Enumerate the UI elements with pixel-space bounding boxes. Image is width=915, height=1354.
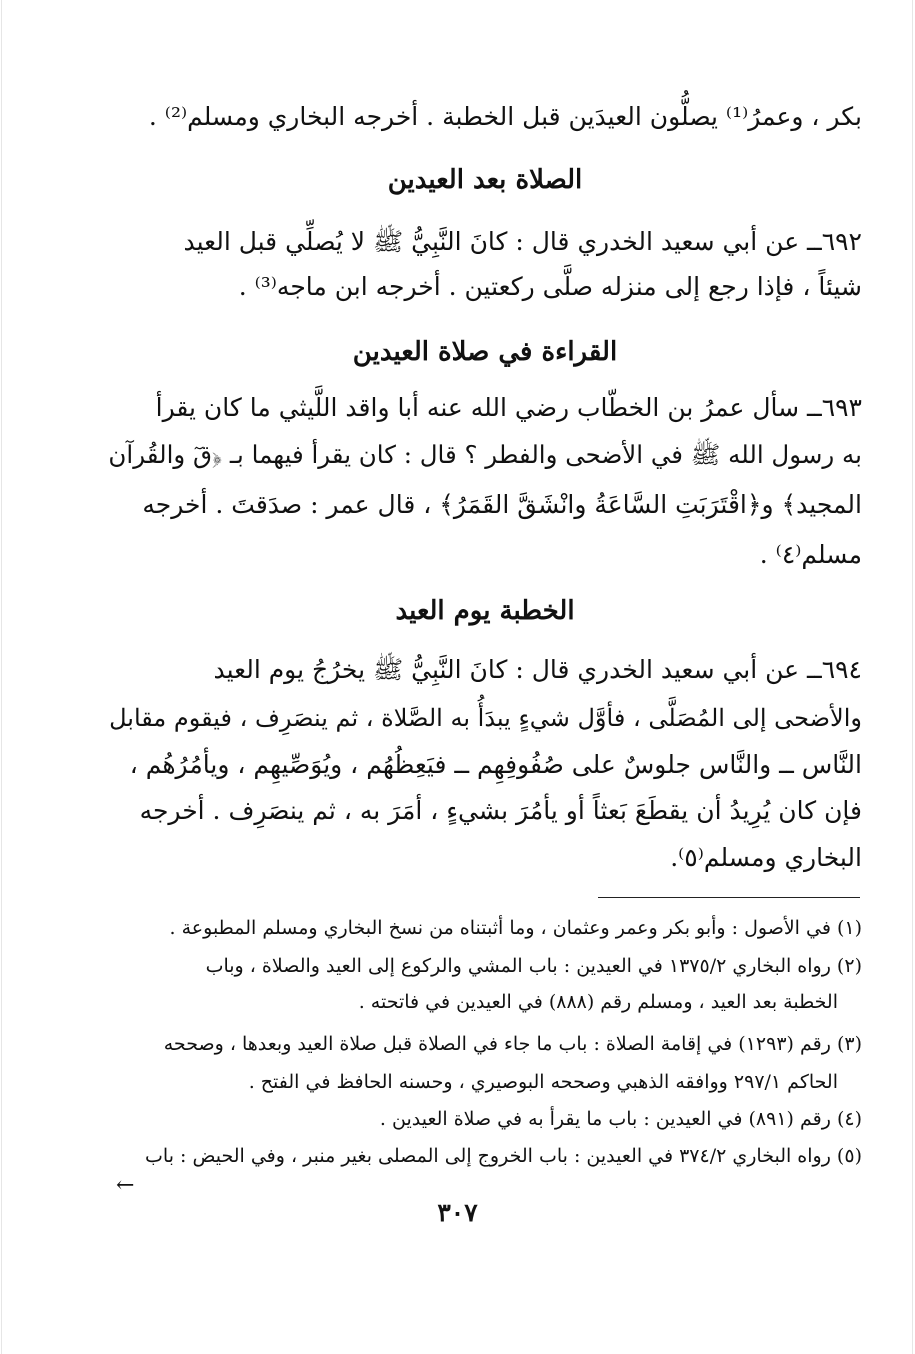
body-line: فإن كان يُرِيدُ أن يقطَعَ بَعثاً أو يأمُرَ بشيءٍ ، أمَرَ به ، ثم ينصَرِف . أخرجه bbox=[139, 796, 862, 825]
footnote-2: (٢) رواه البخاري ١٣٧٥/٢ في العيدين : باب المشي والركوع إلى العيد والصلاة ، وباب bbox=[205, 955, 862, 977]
body-line: والأضحى إلى المُصَلَّى ، فأوَّل شيءٍ يبدَأُ به الصَّلاة ، ثم ينصَرِف ، فيقوم مقابل bbox=[109, 704, 862, 732]
body-line: به رسول الله ﷺ في الأضحى والفطر ؟ قال : كان يقرأ فيهما بـ ﴿قٓ والقُرآن bbox=[108, 440, 862, 469]
page-edge-right bbox=[912, 0, 913, 1354]
hadith-693-line: ٦٩٣ــ سأل عمرُ بن الخطّاب رضي الله عنه أبا واقد اللَّيثي ما كان يقرأ bbox=[155, 393, 862, 422]
body-line: المجيد﴾ و﴿اقْتَرَبَتِ السَّاعَةُ وانْشَقَّ القَمَرُ﴾ ، قال عمر : صدَقتَ . أخرجه bbox=[142, 490, 862, 519]
footnote-2-continued: الخطبة بعد العيد ، ومسلم رقم (٨٨٨) في العيدين في فاتحته . bbox=[358, 991, 838, 1013]
footnote-1: (١) في الأصول : وأبو بكر وعمر وعثمان ، وما أثبتناه من نسخ البخاري ومسلم المطبوعة . bbox=[169, 917, 862, 939]
footnote-5: (٥) رواه البخاري ٣٧٤/٢ في العيدين : باب الخروج إلى المصلى بغير منبر ، وفي الحيض : باب bbox=[145, 1145, 862, 1167]
section-heading: الصلاة بعد العيدين bbox=[387, 165, 583, 195]
page-edge-left bbox=[1, 0, 2, 1354]
hadith-692-line: ٦٩٢ــ عن أبي سعيد الخدري قال : كانَ النَّبِيُّ ﷺ لا يُصلِّي قبل العيد bbox=[183, 227, 862, 256]
body-line: شيئاً ، فإذا رجع إلى منزله صلَّى ركعتين . أخرجه ابن ماجه⁽³⁾ . bbox=[238, 272, 862, 301]
body-line: النَّاس ــ والنَّاس جلوسٌ على صُفُوفِهِم ــ فيَعِظُهُم ، ويُوَصِّيهِم ، ويأمُرُهُم ، bbox=[129, 750, 862, 779]
text-column bbox=[108, 0, 862, 1354]
body-line: بكر ، وعمرُ⁽¹⁾ يصلُّون العيدَين قبل الخطبة . أخرجه البخاري ومسلم⁽²⁾ . bbox=[148, 102, 862, 131]
footnote-3-continued: الحاكم ٢٩٧/١ ووافقه الذهبي وصححه البوصيري ، وحسنه الحافظ في الفتح . bbox=[248, 1071, 838, 1093]
footnote-3: (٣) رقم (١٢٩٣) في إقامة الصلاة : باب ما جاء في الصلاة قبل صلاة العيد وبعدها ، وصححه bbox=[163, 1033, 862, 1055]
section-heading: الخطبة يوم العيد bbox=[395, 596, 575, 626]
body-line: مسلم⁽٤⁾ . bbox=[759, 540, 862, 569]
body-line: البخاري ومسلم⁽٥⁾. bbox=[670, 843, 862, 872]
section-heading: القراءة في صلاة العيدين bbox=[352, 337, 618, 367]
page-number: ٣٠٧ bbox=[437, 1198, 478, 1227]
footnote-separator bbox=[598, 897, 860, 898]
continuation-arrow-icon: ← bbox=[116, 1173, 135, 1198]
footnote-4: (٤) رقم (٨٩١) في العيدين : باب ما يقرأ به في صلاة العيدين . bbox=[379, 1108, 862, 1130]
hadith-694-line: ٦٩٤ــ عن أبي سعيد الخدري قال : كانَ النَّبِيُّ ﷺ يخرُجُ يوم العيد bbox=[213, 655, 862, 684]
